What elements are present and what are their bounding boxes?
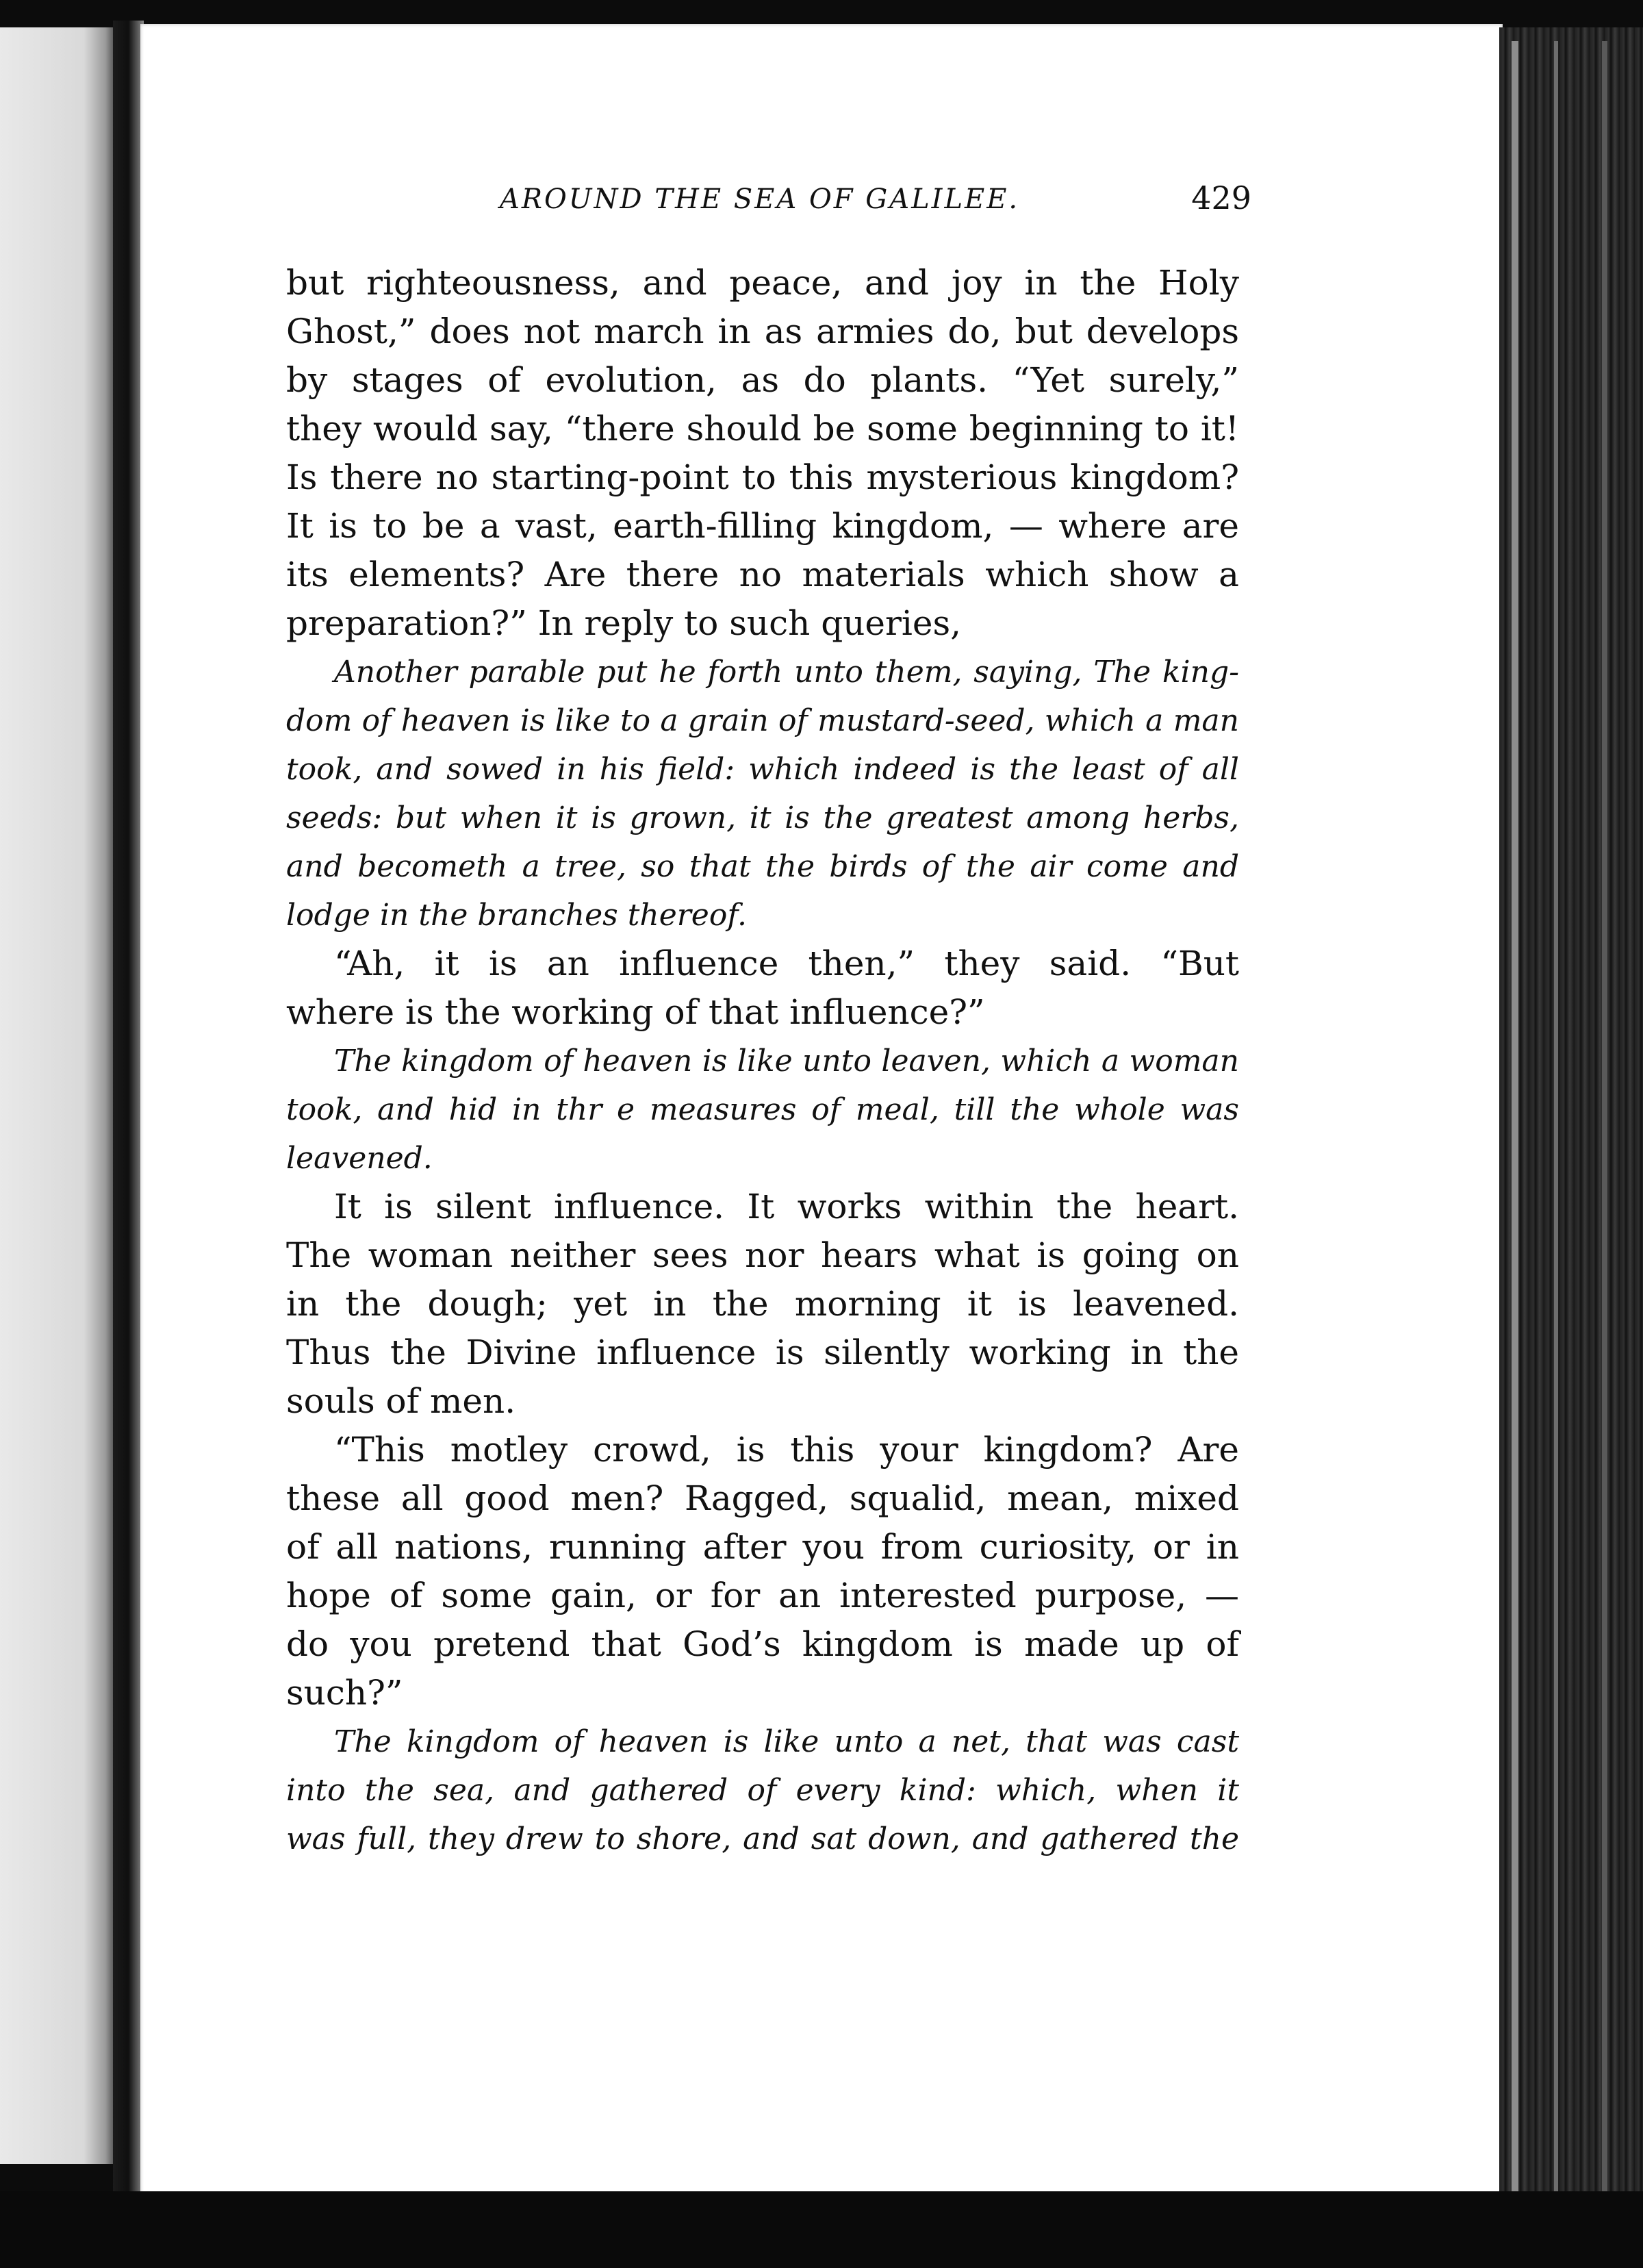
text-line: It is to be a vast, earth-filling kingdom, — where are [286,506,1239,546]
text-line: The woman neither sees nor hears what is going on [286,1235,1239,1275]
text-line: by stages of evolution, as do plants. “Yet surely,” [286,360,1239,400]
text-line: souls of men. [286,1381,516,1421]
text-line: Is there no starting-point to this mysterious kingdom? [286,457,1239,497]
scripture-quote-line: dom of heaven is like to a grain of mustard-seed, which a man [286,703,1239,738]
scripture-quote-line: Another parable put he forth unto them, saying, The king- [334,655,1239,690]
scripture-quote-line: leavened. [286,1141,433,1176]
scripture-quote-line: into the sea, and gathered of every kind: which, when it [286,1773,1239,1808]
facing-page-edge [0,27,120,2164]
text-line: where is the working of that influence?” [286,992,985,1032]
text-line: hope of some gain, or for an interested purpose, — [286,1576,1239,1615]
text-line: Thus the Divine influence is silently working in the [286,1333,1239,1372]
text-line: in the dough; yet in the morning it is leavened. [286,1284,1239,1324]
scripture-quote-line: and becometh a tree, so that the birds of the air come and [286,849,1239,884]
text-line: its elements? Are there no materials which show a [286,555,1239,594]
text-line: such?” [286,1673,403,1713]
text-line: of all nations, running after you from curiosity, or in [286,1527,1239,1567]
scripture-quote-line: The kingdom of heaven is like unto leaven, which a woman [334,1044,1239,1079]
running-head: AROUND THE SEA OF GALILEE. [500,184,1020,215]
scripture-quote-line: The kingdom of heaven is like unto a net, that was cast [334,1724,1239,1759]
text-line: It is silent influence. It works within the heart. [334,1187,1239,1226]
scripture-quote-line: took, and hid in thr e measures of meal, till the whole was [286,1092,1239,1127]
text-line: they would say, “there should be some beginning to it! [286,409,1239,449]
text-line: Ghost,” does not march in as armies do, but develops [286,312,1239,351]
text-line: these all good men? Ragged, squalid, mean, mixed [286,1478,1239,1518]
page-stack-edge [1499,27,1643,2232]
edge-stripe [1602,41,1607,2219]
text-line: “This motley crowd, is this your kingdom? Are [334,1430,1239,1470]
scripture-quote-line: seeds: but when it is grown, it is the greatest among herbs, [286,801,1239,835]
edge-stripe [1512,41,1518,2219]
text-line: “Ah, it is an influence then,” they said. “But [334,944,1239,983]
edge-stripe [1554,41,1558,2219]
scan-bottom-border [0,2191,1643,2268]
gutter-shadow [113,21,144,2205]
page-body [286,259,1239,1863]
text-line: but righteousness, and peace, and joy in the Holy [286,263,1239,303]
scripture-quote-line: was full, they drew to shore, and sat down, and gathered the [286,1822,1239,1856]
text-line: preparation?” In reply to such queries, [286,603,962,643]
scripture-quote-line: took, and sowed in his field: which indeed is the least of all [286,752,1239,787]
page-number: 429 [1191,179,1251,216]
scripture-quote-line: lodge in the branches thereof. [286,898,748,933]
text-line: do you pretend that God’s kingdom is made up of [286,1624,1239,1664]
